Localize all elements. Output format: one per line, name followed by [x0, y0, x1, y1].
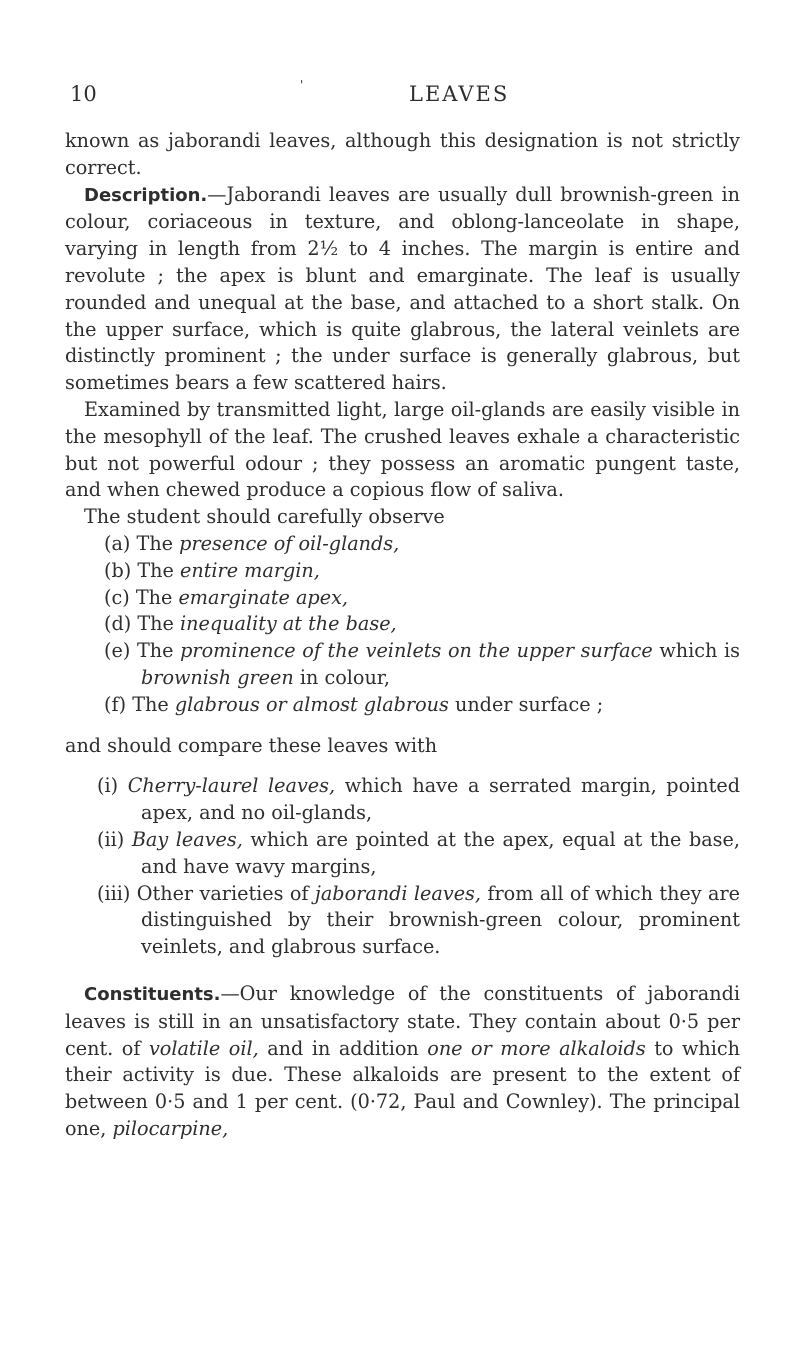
list-item: (b) The entire margin, — [104, 558, 320, 582]
page-body — [65, 128, 740, 1143]
description-paragraph — [65, 182, 740, 397]
description-heading: Description. — [84, 184, 208, 206]
list-item: (d) The inequality at the base, — [104, 612, 397, 636]
list-item: (e) The prominence of the veinlets on the upper surface which is brownish green in colour, — [104, 639, 740, 689]
list-item: (iii) Other varieties of jaborandi leaves, from all of which they are distinguished by their brownish-green colour, prominent veinlets, and glabrous surface. — [97, 881, 740, 959]
list-item: (c) The emarginate apex, — [104, 585, 348, 609]
list-item: (i) Cherry-laurel leaves, which have a serrated margin, pointed apex, and no oil-glands, — [97, 774, 740, 825]
compare-list — [65, 773, 740, 961]
observe-list — [65, 531, 740, 719]
constituents-paragraph: Constituents.—Our knowledge of the constituents of jaborandi leaves is still in an unsatisfactory state. They contain about 0·5 per cent. of volatile oil, and in addition one or more alkaloids to which their activity is due. These alkaloids are present to the extent of between 0·5 and 1 per cent. (0·72, Paul and Cownley). The principal one, pilocarpine, — [65, 981, 741, 1140]
page-number: 10 — [70, 82, 97, 106]
running-title: LEAVES — [409, 82, 510, 106]
list-item: (f) The glabrous or almost glabrous under surface ; — [104, 692, 604, 716]
compare-intro: and should compare these leaves with — [65, 733, 438, 757]
list-item: (a) The presence of oil-glands, — [104, 531, 400, 555]
opening-paragraph: known as jaborandi leaves, although this designation is not strictly correct. — [65, 129, 740, 179]
examined-paragraph: Examined by transmitted light, large oil-glands are easily visible in the mesophyll of the leaf. The crushed leaves exhale a characteristic but not powerful odour ; they possess an aromatic pungent taste, and when chewed produce a copious flow of saliva. — [65, 397, 740, 502]
list-item: (ii) Bay leaves, which are pointed at the apex, equal at the base, and have wavy margins, — [97, 827, 740, 878]
constituents-heading: Constituents. — [84, 983, 221, 1005]
description-text: —Jaborandi leaves are usually dull brownish-green in colour, coriaceous in texture, and oblong-lanceolate in shape, varying in length from 2½ to 4 inches. The margin is entire and revolute ; the apex is blunt and emarginate. The leaf is usually rounded and unequal at the base, and attached to a short stalk. On the upper surface, which is quite glabrous, the lateral veinlets are distinctly prominent ; the under surface is generally glabrous, but sometimes bears a few scattered hairs. — [65, 182, 740, 395]
header-mark: ' — [300, 78, 304, 92]
observe-intro: The student should carefully observe — [84, 505, 445, 529]
running-header — [70, 78, 730, 116]
